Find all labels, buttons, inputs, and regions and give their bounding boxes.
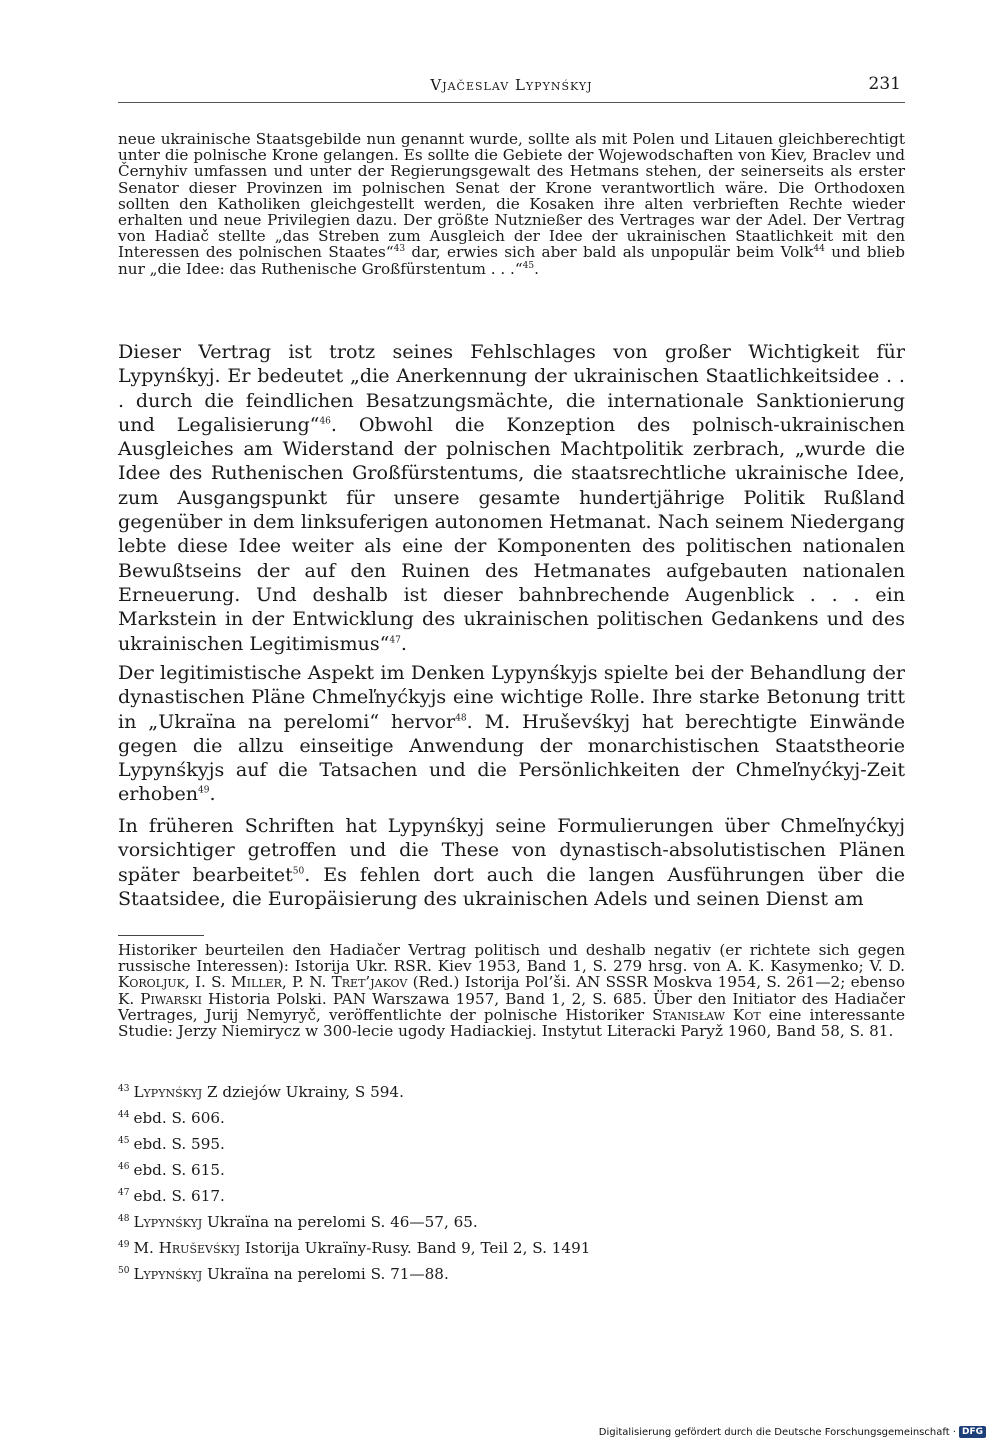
footnote-ref-49[interactable]: 49 <box>198 786 210 797</box>
page-number: 231 <box>868 74 901 94</box>
footnote-45: $^{45}$ ebd. S. 595. <box>118 1135 225 1154</box>
footnote-ref-44[interactable]: 44 <box>813 244 825 255</box>
running-header <box>118 72 905 103</box>
paragraph-1: neue ukrainische Staatsgebilde nun genannt wurde, sollte als mit Polen und Litauen gleichberechtigt unter die polnische Krone gelangen. Es sollte die Gebiete der Wojewodschaften von Kiev, Braclev und Černyhiv umfassen und unter der Regierungsgewalt des Hetmans stehen, der seinerseits als erster Senator dieser Provinzen im polnischen Senat der Krone verantwortlich wäre. Die Orthodoxen sollten den Katholiken gleichgestellt werden, die Kosaken ihre alten verbrieften Rechte wieder erhalten und neue Privilegien dazu. Der größte Nutznießer des Vertrages war der Adel. Der Vertrag von Hadiač stellte „das Streben zum Ausgleich der Idee der ukrainischen Staatlichkeit mit den Interessen des polnischen Staates“$^{43}$ dar, erwies sich aber bald als unpopulär beim Volk$^{44}$ und blieb nur „die Idee: das Ruthenische Großfürstentum . . .“$^{45}$. <box>118 130 906 278</box>
footnote-47: $^{47}$ ebd. S. 617. <box>118 1187 225 1206</box>
footnote-ref-43[interactable]: 43 <box>393 244 406 255</box>
running-title: Vjačeslav Lypynśkyj <box>430 76 593 94</box>
dfg-logo: DFG <box>959 1426 986 1438</box>
footnote-continuation: Historiker beurteilen den Hadiačer Vertrag politisch und deshalb negativ (er richtete sich gegen russische Interessen): Istorija Ukr. RSR. Kiev 1953, Band 1, S. 279 hrsg. von A. K. Kasymenko; V. D. Koroljuk, I. S. Miller, P. N. Tret’jakov (Red.) Istorija Pol’ši. AN SSSR Moskva 1954, S. 261—2; ebenso K. Piwarski Historia Polski. PAN Warszawa 1957, Band 1, 2, S. 685. Über den Initiator des Hadiačer Vertrages, Jurij Nemyryč, veröffentlichte der polnische Historiker Stanisław Kot eine interessante Studie: Jerzy Niemirycz w 300-lecie ugody Hadiackiej. Instytut Literacki Paryž 1960, Band 58, S. 81. <box>118 941 906 1041</box>
footnote-50: $^{50}$ Lypynśkyj Ukraïna na perelomi S. 71—88. <box>118 1265 449 1284</box>
digitization-footer <box>599 1426 986 1438</box>
footnote-46: $^{46}$ ebd. S. 615. <box>118 1161 225 1180</box>
footnote-49: $^{49}$ M. Hruševśkyj Istorija Ukraïny-Rusy. Band 9, Teil 2, S. 1491 <box>118 1239 591 1258</box>
footnote-ref-48[interactable]: 48 <box>455 713 467 724</box>
paragraph-2: Dieser Vertrag ist trotz seines Fehlschlages von großer Wichtigkeit für Lypynśkyj. Er bedeutet „die Anerkennung der ukrainischen Staatlichkeitsidee . . . durch die feindlichen Besatzungsmächte, die internationale Sanktionierung und Legalisierung“$^{46}$. Obwohl die Konzeption des polnisch-ukrainischen Ausgleiches am Widerstand der polnischen Machtpolitik zerbrach, „wurde die Idee des Ruthenischen Großfürstentums, die staatsrechtliche ukrainische Idee, zum Ausgangspunkt für unsere gesamte hundertjährige Politik Rußland gegenüber in dem linksuferigen autonomen Hetmanat. Nach seinem Niedergang lebte diese Idee weiter als eine der Komponenten des politischen nationalen Bewußtseins der auf den Ruinen des Hetmanates aufgebauten nationalen Erneuerung. Und deshalb ist dieser bahnbrechende Augenblick . . . ein Markstein in der Entwicklung des ukrainischen politischen Gedankens und des ukrainischen Legitimismus“$^{47}$. <box>118 340 905 655</box>
footnote-48: $^{48}$ Lypynśkyj Ukraïna na perelomi S. 46—57, 65. <box>118 1213 478 1232</box>
footnote-ref-45[interactable]: 45 <box>522 260 535 271</box>
footnote-separator <box>118 935 204 936</box>
footer-text: Digitalisierung gefördert durch die Deutsche Forschungsgemeinschaft · <box>598 1426 956 1438</box>
paragraph-4: In früheren Schriften hat Lypynśkyj seine Formulierungen über Chmeľnyćkyj vorsichtiger getroffen und die These von dynastisch-absolutistischen Plänen später bearbeitet$^{50}$. Es fehlen dort auch die langen Ausführungen über die Staatsidee, die Europäisierung des ukrainischen Adels und seinen Dienst am <box>118 814 905 910</box>
paragraph-3: Der legitimistische Aspekt im Denken Lypynśkyjs spielte bei der Behandlung der dynastischen Pläne Chmeľnyćkyjs eine wichtige Rolle. Ihre starke Betonung tritt in „Ukraïna na perelomi“ hervor$^{48}$. M. Hruševśkyj hat berechtigte Einwände gegen die allzu einseitige Anwendung der monarchistischen Staatstheorie Lypynśkyjs auf die Tatsachen und die Persönlichkeiten der Chmeľnyćkyj-Zeit erhoben$^{49}$. <box>118 661 906 806</box>
footnote-44: $^{44}$ ebd. S. 606. <box>118 1109 225 1128</box>
footnote-43: $^{43}$ Lypynśkyj Z dziejów Ukrainy, S 594. <box>118 1083 404 1102</box>
footnote-ref-46[interactable]: 46 <box>319 416 331 427</box>
footnote-ref-50[interactable]: 50 <box>292 866 305 877</box>
footnote-ref-47[interactable]: 47 <box>389 635 401 646</box>
